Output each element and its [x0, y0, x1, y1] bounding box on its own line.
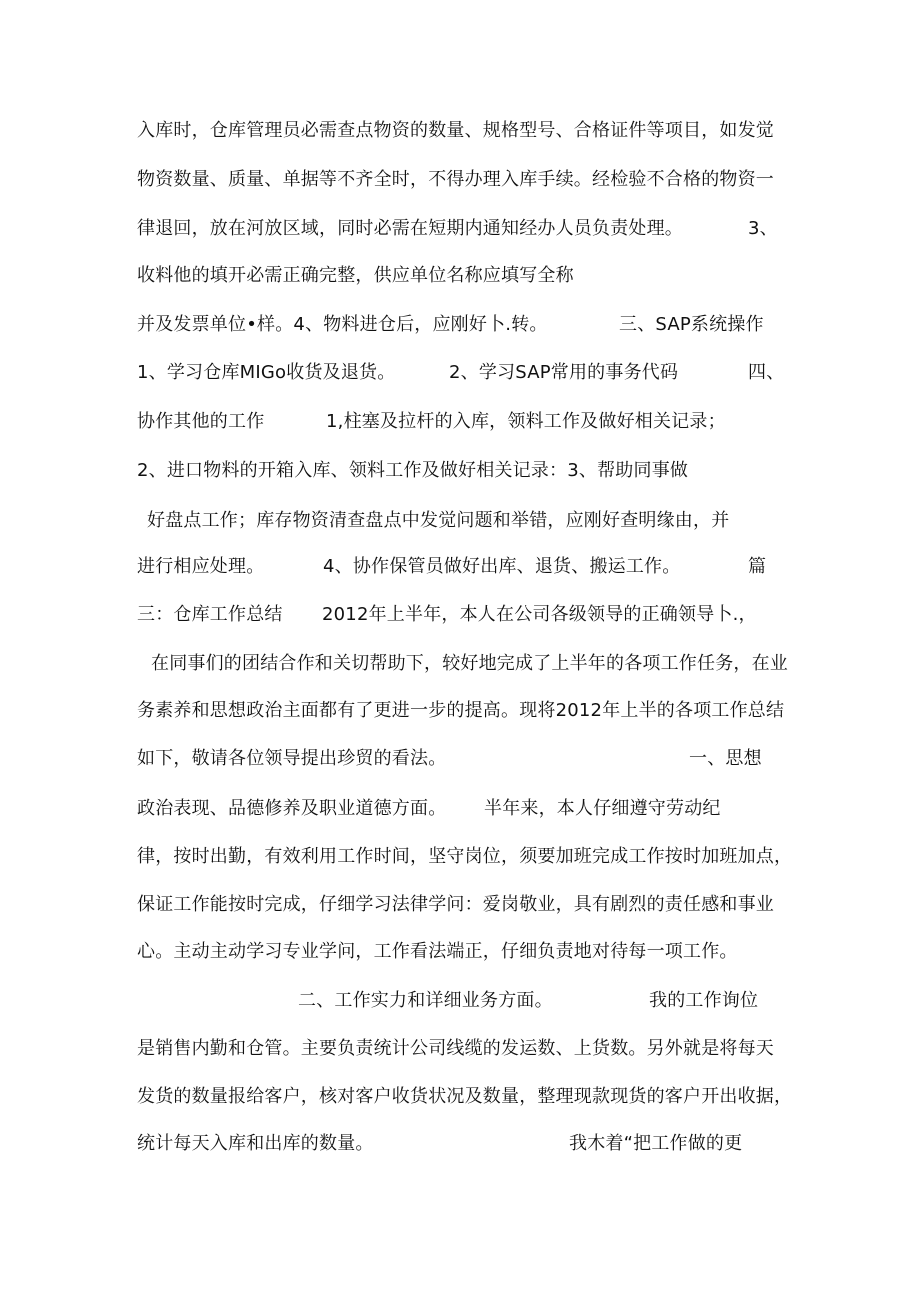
text-line-9	[137, 507, 787, 535]
text-segment: 我的工作询位	[649, 990, 759, 1011]
text-segment: 是销售内勤和仓管。主要负责统计公司线缆的发运数、上货数。另外就是将每天	[137, 1038, 774, 1059]
text-segment: 律退回，放在河放区域，同时必需在短期内通知经办人员负责处理。	[137, 218, 683, 239]
text-line-14	[137, 745, 787, 773]
text-segment: 务素养和思想政治主面都有了更进一步的提高。现将2012年上半的各项工作总结	[137, 700, 785, 721]
text-line-17	[137, 891, 787, 919]
text-segment: 四、	[748, 362, 785, 383]
text-line-3	[137, 215, 787, 243]
text-segment: 2、进口物料的开箱入库、领料工作及做好相关记录：3、帮助同事做	[137, 460, 689, 481]
text-segment: 律，按时出勤，有效利用工作时间，坚守岗位，须要加班完成工作按时加班加点，	[137, 846, 793, 867]
text-line-22	[137, 1130, 787, 1158]
text-segment: 1、学习仓库MIGo收货及退货。	[137, 362, 396, 383]
text-segment: 入库时，仓库管理员必需查点物资的数量、规格型号、合格证件等项目，如发觉	[137, 120, 774, 141]
text-segment: 收料他的填开必需正确完整，供应单位名称应填写全称	[137, 265, 574, 286]
text-line-15	[137, 795, 787, 823]
text-segment: 我木着“把工作做的更	[569, 1133, 743, 1154]
text-line-18	[137, 938, 787, 966]
text-segment: 1,柱塞及拉杆的入库，领料工作及做好相关记录；	[326, 411, 726, 432]
text-segment: 统计每天入库和出库的数量。	[137, 1133, 374, 1154]
text-line-19	[137, 987, 787, 1015]
text-segment: 4、协作保管员做好出库、退货、搬运工作。	[323, 556, 681, 577]
text-line-10	[137, 553, 787, 581]
text-segment: 并及发票单位•样。4、物料进仓后，应刚好卜.转。	[137, 314, 548, 335]
text-line-1	[137, 117, 787, 145]
text-segment: 物资数量、质量、单据等不齐全时，不得办理入库手续。经检验不合格的物资一	[137, 169, 774, 190]
text-segment: 3、	[748, 218, 778, 239]
text-segment: 半年来，本人仔细遵守劳动纪	[484, 798, 721, 819]
text-segment: 在同事们的团结合作和关切帮助下，较好地完成了上半年的各项工作任务，在业	[151, 653, 788, 674]
text-line-7	[137, 408, 787, 436]
text-line-21	[137, 1083, 793, 1111]
text-segment: 三：仓库工作总结	[137, 604, 283, 625]
text-segment: 一、思想	[689, 748, 762, 769]
text-line-4	[137, 262, 787, 290]
text-line-20	[137, 1035, 787, 1063]
text-segment: 心。主动主动学习专业学问，工作看法端正，仔细负责地对待每一项工作。	[137, 941, 738, 962]
text-segment: 协作其他的工作	[137, 411, 265, 432]
text-segment: 好盘点工作；库存物资清查盘点中发觉问题和举错，应刚好查明缘由，并	[147, 510, 730, 531]
text-segment: 2、学习SAP常用的事务代码	[449, 362, 679, 383]
text-line-11	[137, 601, 787, 629]
text-segment: 政治表现、品德修养及职业道德方面。	[137, 798, 447, 819]
text-line-6	[137, 359, 787, 387]
text-segment: 三、SAP系统操作	[619, 314, 764, 335]
text-segment: 篇	[748, 556, 767, 577]
text-segment: 发货的数量报给客户，核对客户收货状况及数量，整理现款现货的客户开出收据，	[137, 1086, 793, 1107]
text-segment: 进行相应处理。	[137, 556, 265, 577]
text-line-8	[137, 457, 787, 485]
text-line-2	[137, 166, 787, 194]
text-segment: 保证工作能按时完成，仔细学习法律学问：爱岗敬业，具有剧烈的责任感和事业	[137, 894, 774, 915]
text-segment: 如下，敬请各位领导提出珍贸的看法。	[137, 748, 447, 769]
text-line-12	[137, 650, 787, 678]
text-line-16	[137, 843, 793, 871]
text-segment: 二、工作实力和详细业务方面。	[298, 990, 553, 1011]
text-segment: 2012年上半年，本人在公司各级领导的正确领导卜.，	[322, 604, 757, 625]
text-line-5	[137, 311, 787, 339]
text-line-13	[137, 697, 787, 725]
